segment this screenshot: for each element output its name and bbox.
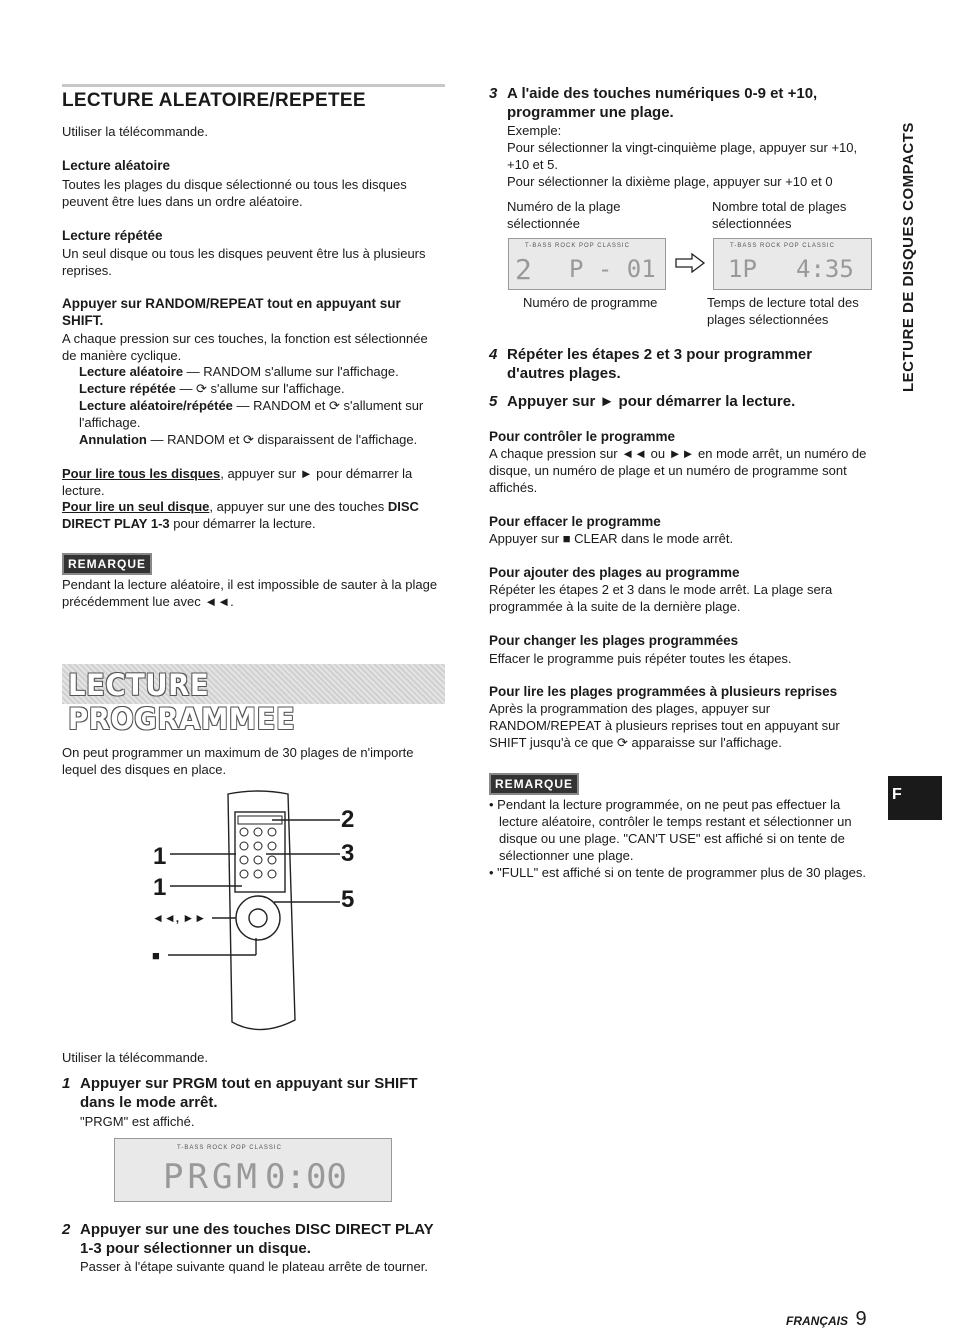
section-title-random-repeat: LECTURE ALEATOIRE/REPETEE — [62, 90, 366, 111]
section-banner-program — [62, 664, 445, 736]
check-heading: Pour contrôler le programme — [489, 429, 676, 444]
step-5: 5 Appuyer sur ► pour démarrer la lecture. — [489, 393, 796, 410]
remark-text-left: Pendant la lecture aléatoire, il est impossible de sauter à la plage précédemment lue avec ◄◄. — [62, 577, 438, 609]
remark-item: • "FULL" est affiché si on tente de programmer plus de 30 plages. — [489, 865, 867, 880]
step-1-text: "PRGM" est affiché. — [80, 1114, 195, 1129]
callout-skip: ◄◄, ►► — [152, 911, 207, 925]
add-text: Répéter les étapes 2 et 3 dans le mode arrêt. La plage sera programmée à la suite de la dernière plage. — [489, 582, 833, 614]
remark-item: • Pendant la lecture programmée, on ne peut pas effectuer la lecture aléatoire, contrôler le temps restant et sélectionner un disque ou une plage. "CAN'T USE" est affiché si on tente de sélectionner une plage. — [489, 797, 852, 863]
repeat-heading: Lecture répétée — [62, 228, 163, 243]
callout-3: 3 — [341, 840, 355, 867]
side-tab-label: LECTURE DE DISQUES COMPACTS — [900, 122, 917, 392]
erase-text: Appuyer sur ■ CLEAR dans le mode arrêt. — [489, 531, 734, 546]
footer-language: FRANÇAIS — [786, 1314, 848, 1328]
remote-jog — [236, 896, 280, 940]
random-heading: Lecture aléatoire — [62, 158, 171, 173]
lcd-total-time: T-BASS ROCK POP CLASSIC 1P 4:35 — [713, 238, 872, 290]
left-header-rule — [62, 84, 445, 87]
label-total-tracks: Nombre total de plages sélectionnées — [712, 199, 847, 231]
remark-badge-right: REMARQUE — [489, 773, 579, 795]
press-random-repeat-text: A chaque pression sur ces touches, la fonction est sélectionnée de manière cyclique. — [62, 331, 428, 363]
check-text: A chaque pression sur ◄◄ ou ►► en mode arrêt, un numéro de disque, un numéro de plage et un numéro de programme sont affichés. — [489, 446, 867, 495]
program-intro: On peut programmer un maximum de 30 plages de n'importe lequel des disques en place. — [62, 745, 414, 777]
step-2: 2 Appuyer sur une des touches DISC DIRECT PLAY 1-3 pour sélectionner un disque. — [62, 1221, 434, 1257]
example-label: Exemple: — [507, 123, 562, 138]
remark-badge-left: REMARQUE — [62, 553, 152, 575]
step-3: 3 A l'aide des touches numériques 0-9 et +10, programmer une plage. — [489, 85, 818, 121]
remark-list-right — [489, 796, 872, 881]
repeat-program-text: Après la programmation des plages, appuyer sur RANDOM/REPEAT à plusieurs reprises tout en appuyant sur SHIFT jusqu'à ce que ⟳ apparaisse sur l'affichage. — [489, 701, 840, 750]
arrow-icon — [674, 253, 706, 273]
one-disc-label: Pour lire un seul disque — [62, 499, 210, 514]
one-disc-paragraph: Pour lire un seul disque, appuyer sur une des touches DISC DIRECT PLAY 1-3 pour démarrer la lecture. — [62, 499, 419, 531]
press-random-repeat-heading: Appuyer sur RANDOM/REPEAT tout en appuyant sur SHIFT. — [62, 296, 401, 328]
step-2-text: Passer à l'étape suivante quand le plateau arrête de tourner. — [80, 1259, 428, 1274]
change-text: Effacer le programme puis répéter toutes les étapes. — [489, 651, 792, 666]
callout-5: 5 — [341, 886, 355, 913]
callout-stop: ■ — [152, 948, 160, 963]
mode-repeat: Lecture répétée — ⟳ s'allume sur l'affichage. — [79, 381, 345, 396]
add-heading: Pour ajouter des plages au programme — [489, 565, 740, 580]
random-text: Toutes les plages du disque sélectionné ou tous les disques peuvent être lues dans un ordre aléatoire. — [62, 177, 407, 209]
lcd-prgm: T-BASS ROCK POP CLASSIC PRGM 0:00 — [114, 1138, 392, 1202]
modes-list — [62, 363, 445, 448]
callout-2: 2 — [341, 806, 355, 833]
step-4: 4 Répéter les étapes 2 et 3 pour programmer d'autres plages. — [489, 346, 813, 382]
callout-1b: 1 — [153, 874, 167, 901]
section-title-program: LECTURE PROGRAMMEE — [68, 668, 296, 736]
all-discs-label: Pour lire tous les disques — [62, 466, 221, 481]
lcd-program-number: T-BASS ROCK POP CLASSIC 2 P - 01 — [508, 238, 666, 290]
repeat-text: Un seul disque ou tous les disques peuvent être lus à plusieurs reprises. — [62, 246, 426, 278]
erase-heading: Pour effacer le programme — [489, 514, 661, 529]
example-line-1: Pour sélectionner la vingt-cinquième plage, appuyer sur +10, +10 et 5. — [507, 140, 858, 172]
all-discs-paragraph: Pour lire tous les disques, appuyer sur ► pour démarrer la lecture. — [62, 466, 413, 498]
label-track-number: Numéro de la plage sélectionnée — [507, 199, 621, 231]
use-remote-text-2: Utiliser la télécommande. — [62, 1050, 208, 1065]
change-heading: Pour changer les plages programmées — [489, 633, 739, 648]
label-program-number: Numéro de programme — [523, 295, 658, 310]
label-total-time: Temps de lecture total des plages sélectionnées — [707, 295, 859, 327]
callout-1a: 1 — [153, 843, 167, 870]
page-number: 9 — [855, 1308, 867, 1330]
mode-random-repeat: Lecture aléatoire/répétée — RANDOM et ⟳ s'allument sur l'affichage. — [79, 398, 424, 430]
use-remote-text: Utiliser la télécommande. — [62, 124, 208, 139]
mode-cancel: Annulation — RANDOM et ⟳ disparaissent de l'affichage. — [79, 432, 418, 447]
mode-random: Lecture aléatoire — RANDOM s'allume sur l'affichage. — [79, 364, 399, 379]
repeat-program-heading: Pour lire les plages programmées à plusieurs reprises — [489, 684, 838, 699]
step-1: 1 Appuyer sur PRGM tout en appuyant sur SHIFT dans le mode arrêt. — [62, 1075, 418, 1111]
language-tab: F — [888, 776, 942, 820]
footer — [786, 1308, 867, 1331]
example-line-2: Pour sélectionner la dixième plage, appuyer sur +10 et 0 — [507, 174, 833, 189]
